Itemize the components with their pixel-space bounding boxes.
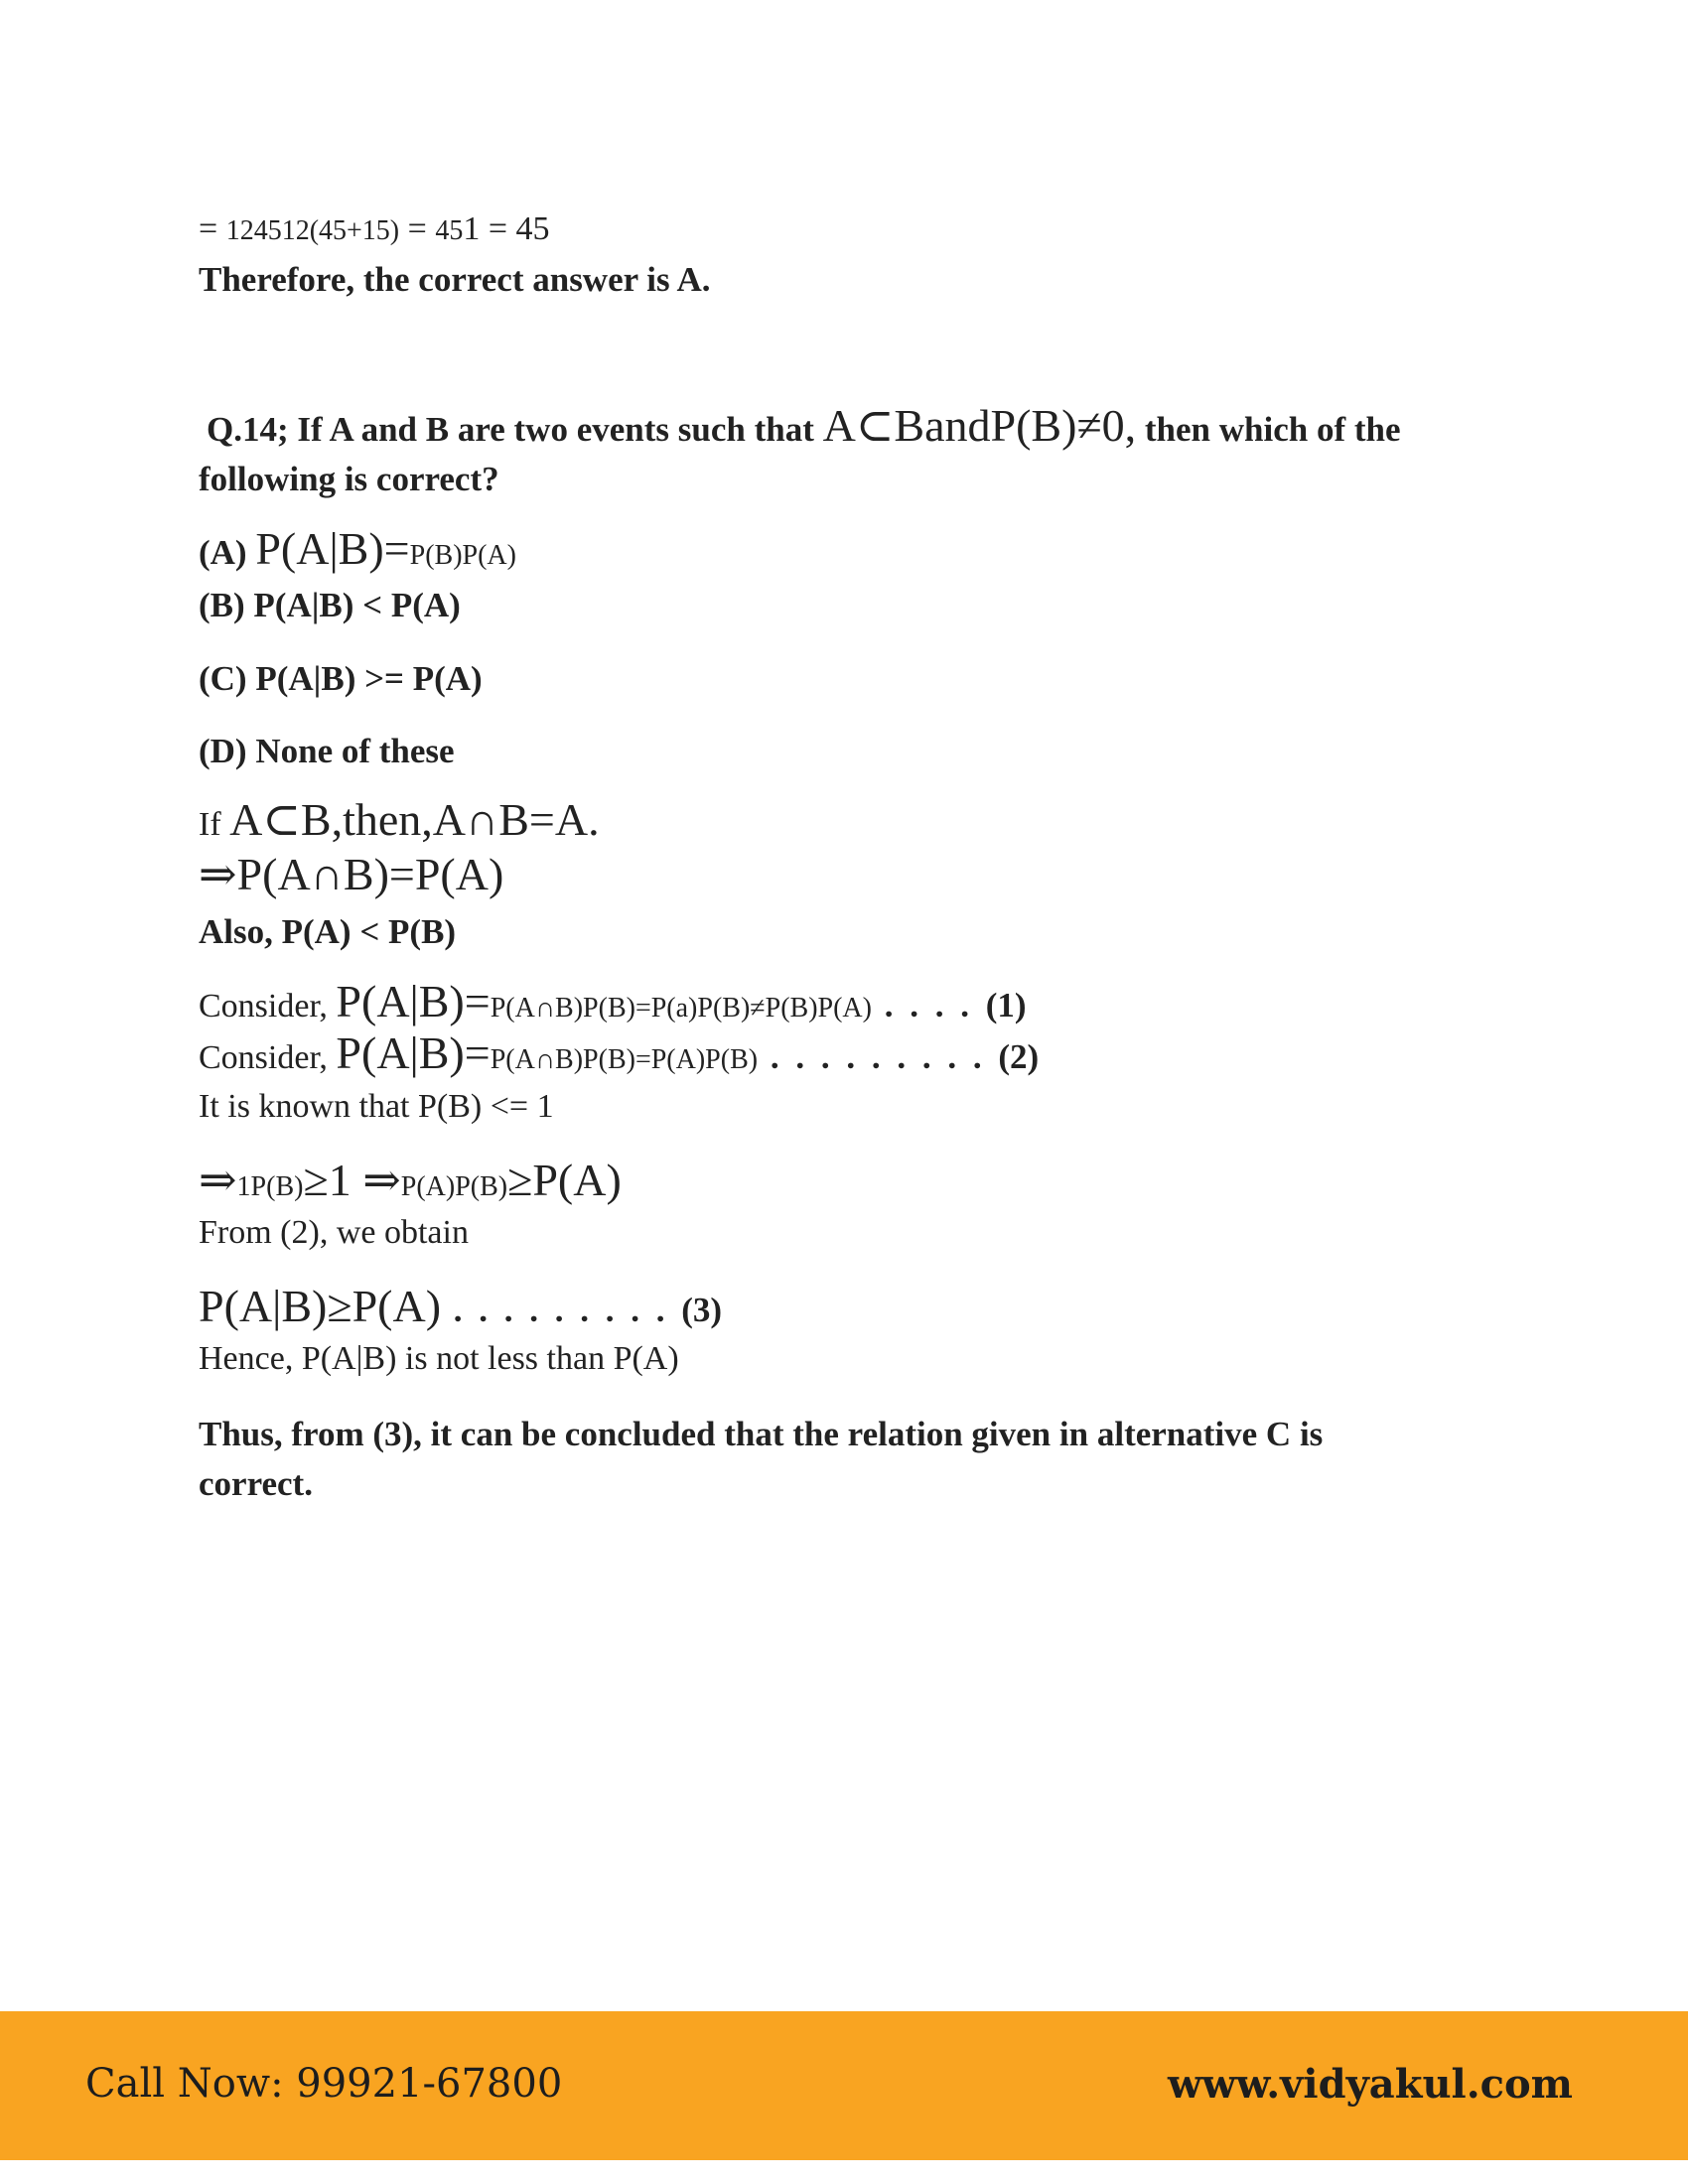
website-link[interactable]: www.vidyakul.com [1167,2061,1573,2108]
leader-dots: . . . . . . . . . [441,1291,682,1329]
solution-math: 1P(B) [236,1171,304,1202]
question-math: A⊂BandP(B)≠0, [822,400,1137,451]
solution-math: P(A|B)= [336,1027,491,1078]
solution-math: ≥P(A) [507,1155,622,1205]
option-math: P(A|B)= [255,523,410,574]
eq-part: = [399,210,436,247]
solution-line-3: Also, P(A) < P(B) [199,912,457,951]
option-d: (D) None of these [199,732,455,770]
solution-math: A⊂B,then,A∩B=A. [229,794,600,845]
solution-math: ⇒ [199,1155,237,1205]
eq-part: 124512(45+15) [225,215,400,246]
solution-math: P(A∩B)P(B)=P(A)P(B) [490,1044,759,1075]
eq-part: 1 = 45 [463,210,550,247]
footer-banner [0,2011,1688,2160]
question-text: then which of the [1136,410,1401,449]
result-line [199,1281,723,1331]
solution-math: P(A|B)= [336,976,491,1026]
solution-math: P(A|B)≥P(A) [199,1281,442,1331]
previous-answer: Therefore, the correct answer is A. [199,260,711,299]
solution-math: P(A∩B)P(B)=P(a)P(B)≠P(B)P(A) [490,993,872,1024]
solution-text: Consider, [199,1039,337,1076]
conclusion-line-2: correct. [199,1464,313,1503]
option-c: (C) P(A|B) >= P(A) [199,659,483,698]
question-line-1 [207,400,1401,451]
leader-dots: . . . . [871,986,986,1024]
solution-text: If [199,806,230,843]
equation-number: (2) [998,1037,1040,1076]
previous-equation [199,212,550,246]
hence-line: Hence, P(A|B) is not less than P(A) [199,1340,679,1377]
question-line-2: following is correct? [199,460,499,498]
option-label: (A) [199,533,256,572]
option-a [199,523,516,574]
consider-1 [199,976,1027,1026]
solution-math: P(A)P(B) [400,1171,508,1202]
implication-line [199,1155,622,1205]
equation-number: (1) [985,986,1027,1024]
leader-dots: . . . . . . . . . [758,1037,999,1076]
eq-part: 45 [435,215,464,246]
question-text: Q.14; If A and B are two events such that [207,410,823,449]
known-fact: It is known that P(B) <= 1 [199,1088,554,1125]
call-now-phone[interactable]: Call Now: 99921-67800 [85,2061,563,2107]
solution-line-2: ⇒P(A∩B)=P(A) [199,849,504,899]
consider-2 [199,1027,1040,1078]
from-2-line: From (2), we obtain [199,1214,469,1251]
option-b: (B) P(A|B) < P(A) [199,586,461,624]
eq-part: = [199,210,226,247]
solution-line-1 [199,794,600,845]
solution-math: ≥1 ⇒ [303,1155,401,1205]
equation-number: (3) [681,1291,723,1329]
conclusion-line-1: Thus, from (3), it can be concluded that the relation given in alternative C is [199,1415,1324,1453]
solution-text: Consider, [199,988,337,1024]
option-math: P(B)P(A) [409,540,516,571]
